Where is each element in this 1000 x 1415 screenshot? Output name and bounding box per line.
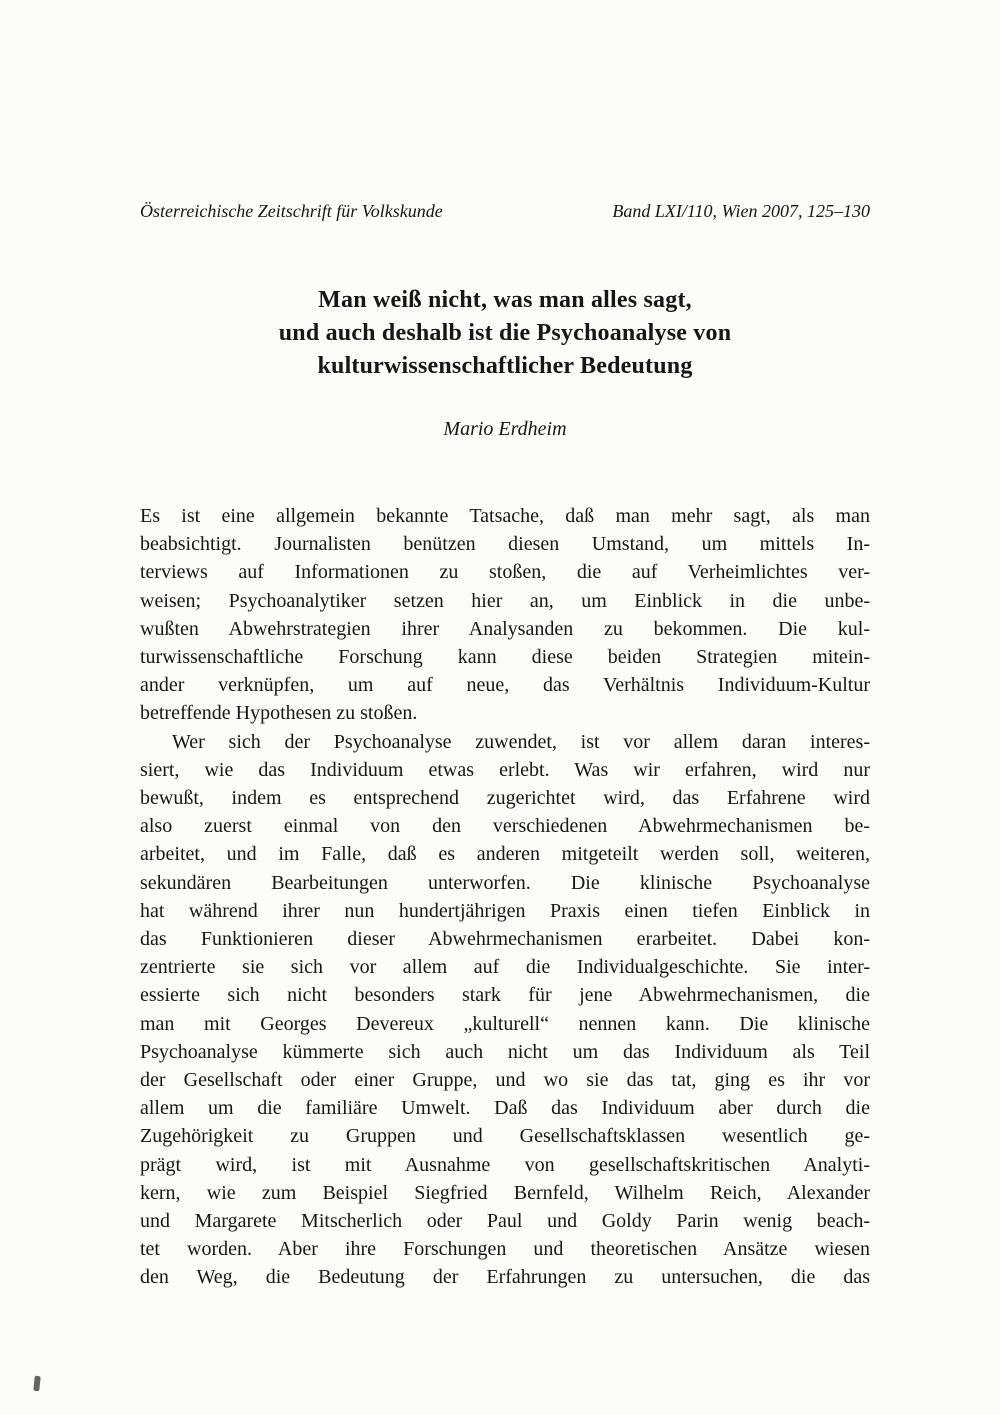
article-body — [140, 502, 870, 1292]
body-line: siert, wie das Individuum etwas erlebt. Was wir erfahren, wird nur — [140, 758, 870, 781]
article-author: Mario Erdheim — [443, 418, 567, 440]
body-line: Zugehörigkeit zu Gruppen und Gesellschaftsklassen wesentlich ge- — [140, 1125, 870, 1148]
body-line: essierte sich nicht besonders stark für jene Abwehrmechanismen, die — [140, 984, 870, 1007]
body-line: bewußt, indem es entsprechend zugerichtet wird, das Erfahrene wird — [140, 787, 870, 810]
body-line: wußten Abwehrstrategien ihrer Analysanden zu bekommen. Die kul- — [140, 617, 870, 640]
body-line: Psychoanalyse kümmerte sich auch nicht um das Individuum als Teil — [140, 1040, 870, 1063]
body-line: der Gesellschaft oder einer Gruppe, und wo sie das tat, ging es ihr vor — [140, 1069, 870, 1092]
body-line: zentrierte sie sich vor allem auf die Individualgeschichte. Sie inter- — [140, 956, 870, 979]
journal-name: Österreichische Zeitschrift für Volkskunde — [140, 201, 443, 221]
journal-issue: Band LXI/110, Wien 2007, 125–130 — [612, 201, 870, 221]
body-line: terviews auf Informationen zu stoßen, die auf Verheimlichtes ver- — [140, 561, 870, 584]
body-line: allem um die familiäre Umwelt. Daß das Individuum aber durch die — [140, 1097, 870, 1120]
body-line: ander verknüpfen, um auf neue, das Verhältnis Individuum-Kultur — [140, 674, 870, 697]
body-line: weisen; Psychoanalytiker setzen hier an, um Einblick in die unbe- — [140, 589, 870, 612]
body-line: turwissenschaftliche Forschung kann diese beiden Strategien mitein- — [140, 646, 870, 669]
body-line: tet worden. Aber ihre Forschungen und theoretischen Ansätze wiesen — [140, 1238, 870, 1261]
body-line: Wer sich der Psychoanalyse zuwendet, ist vor allem daran interes- — [172, 730, 870, 753]
scan-speck — [33, 1376, 41, 1392]
paragraph — [140, 502, 870, 728]
body-line: betreffende Hypothesen zu stoßen. — [140, 702, 418, 725]
article-title-line: kulturwissenschaftlicher Bedeutung — [317, 353, 693, 379]
body-line: sekundären Bearbeitungen unterworfen. Die klinische Psychoanalyse — [140, 871, 870, 894]
paragraph — [140, 728, 870, 1292]
article-title-line: Man weiß nicht, was man alles sagt, — [318, 287, 692, 313]
article-title-line: und auch deshalb ist die Psychoanalyse von — [278, 320, 732, 346]
body-line: kern, wie zum Beispiel Siegfried Bernfeld, Wilhelm Reich, Alexander — [140, 1181, 870, 1204]
body-line: also zuerst einmal von den verschiedenen Abwehrmechanismen be- — [140, 815, 870, 838]
article-title — [140, 284, 870, 383]
body-line: Es ist eine allgemein bekannte Tatsache, daß man mehr sagt, als man — [140, 505, 870, 527]
body-line: hat während ihrer nun hundertjährigen Praxis einen tiefen Einblick in — [140, 899, 870, 922]
body-line: arbeitet, und im Falle, daß es anderen mitgeteilt werden soll, weiteren, — [140, 843, 870, 866]
body-line: beabsichtigt. Journalisten benützen diesen Umstand, um mittels In- — [140, 533, 870, 556]
body-line: das Funktionieren dieser Abwehrmechanismen erarbeitet. Dabei kon- — [140, 928, 870, 951]
body-line: und Margarete Mitscherlich oder Paul und Goldy Parin wenig beach- — [140, 1210, 870, 1233]
body-line: den Weg, die Bedeutung der Erfahrungen zu untersuchen, die das — [140, 1266, 870, 1289]
body-line: prägt wird, ist mit Ausnahme von gesellschaftskritischen Analyti- — [140, 1153, 870, 1176]
journal-header — [140, 200, 870, 222]
body-line: man mit Georges Devereux „kulturell“ nennen kann. Die klinische — [140, 1012, 870, 1035]
